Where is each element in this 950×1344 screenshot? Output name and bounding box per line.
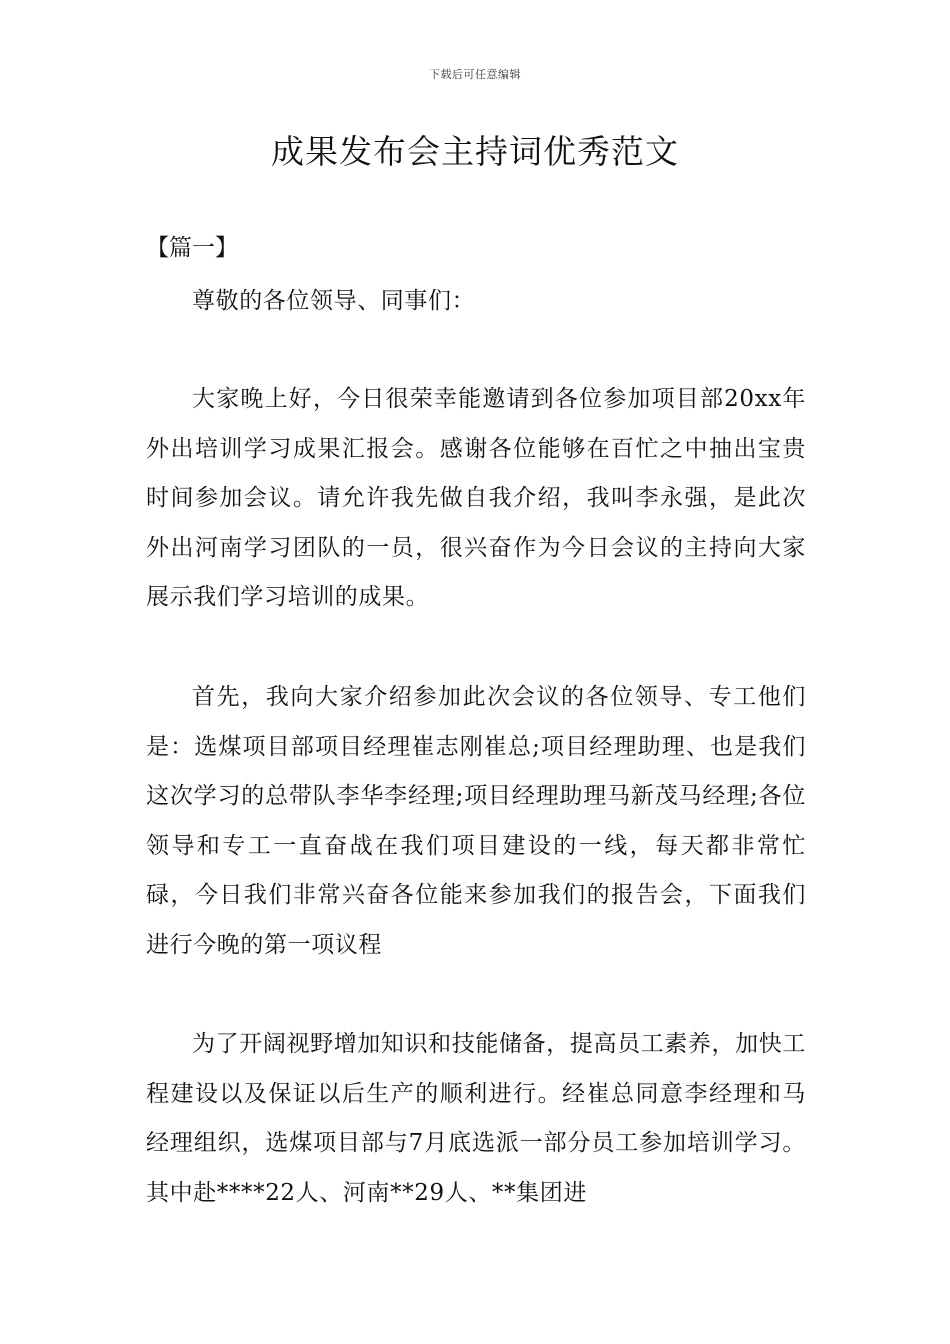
body-paragraph-1: 大家晚上好，今日很荣幸能邀请到各位参加项目部20xx年外出培训学习成果汇报会。感谢各位能够在百忙之中抽出宝贵时间参加会议。请允许我先做自我介绍，我叫李永强，是此次外出河南学习团队的一员，很兴奋作为今日会议的主持向大家展示我们学习培训的成果。 [146, 386, 806, 611]
greeting-paragraph: 尊敬的各位领导、同事们： [192, 288, 476, 314]
body-paragraph-3: 为了开阔视野增加知识和技能储备，提高员工素养，加快工程建设以及保证以后生产的顺利进行。经崔总同意李经理和马经理组织，选煤项目部与7月底选派一部分员工参加培训学习。其中赴****22人、河南**29人、**集团进 [146, 1031, 806, 1206]
section-label: 【篇一】 [146, 235, 238, 261]
document-title: 成果发布会主持词优秀范文 [271, 132, 679, 171]
header-note: 下载后可任意编辑 [429, 68, 521, 81]
body-paragraph-2: 首先，我向大家介绍参加此次会议的各位领导、专工他们是：选煤项目部项目经理崔志刚崔总;项目经理助理、也是我们这次学习的总带队李华李经理;项目经理助理马新茂马经理;各位领导和专工一直奋战在我们项目建设的一线，每天都非常忙碌，今日我们非常兴奋各位能来参加我们的报告会，下面我们进行今晚的第一项议程 [146, 684, 806, 958]
